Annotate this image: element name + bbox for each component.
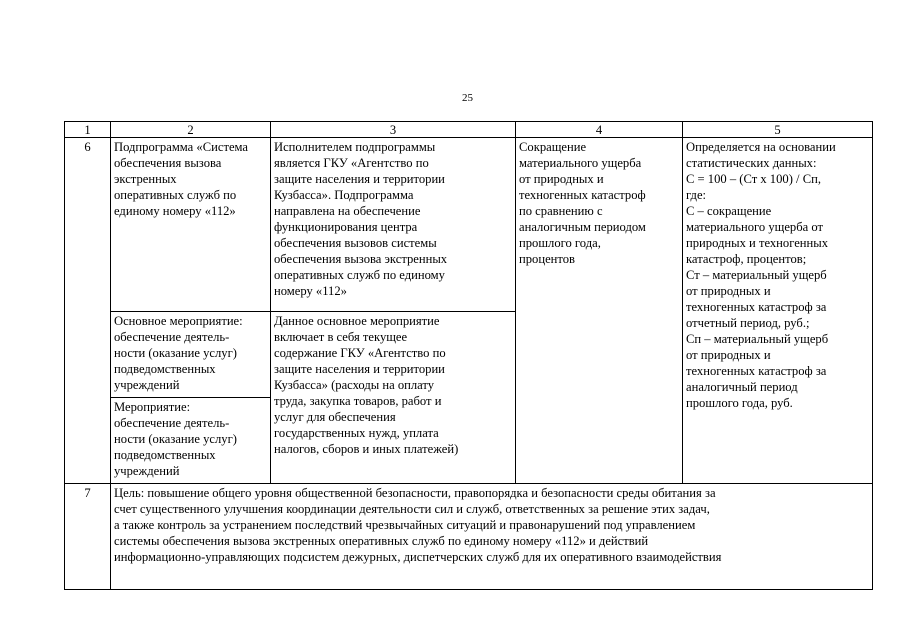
table-row [65,484,873,590]
header-cell: 5 [683,122,873,138]
method-cell: Определяется на основании статистических данных: С = 100 – (Ст х 100) / Сп, где: С – сокращение материального ущерба от природных и техногенных катастроф, процентов; Ст – материальный ущерб от природных и техногенных катастроф за отчетный период, руб.; Сп – материальный ущерб от природных и техногенных катастроф за аналогичный период прошлого года, руб. [683,138,873,484]
header-cell: 2 [111,122,271,138]
main-event-cell: Основное мероприятие: обеспечение деятель- ности (оказание услуг) подведомственных учреждений [111,312,271,398]
table-header-row [65,122,873,138]
indicator-cell: Сокращение материального ущерба от природных и техногенных катастроф по сравнению с аналогичным периодом прошлого года, процентов [516,138,683,484]
header-cell: 3 [271,122,516,138]
goal-cell: Цель: повышение общего уровня общественной безопасности, правопорядка и безопасности среды обитания за счет существенного улучшения координации деятельности сил и служб, ответственных за решение этих задач, а также контроль за устранением последствий чрезвычайных ситуаций и правонарушений под управлением системы обеспечения вызова экстренных оперативных служб по единому номеру «112» и действий информационно-управляющих подсистем дежурных, диспетчерских служб для их оперативного взаимодействия [111,484,873,590]
page-number: 25 [462,92,473,104]
subprogram-cell: Подпрограмма «Система обеспечения вызова экстренных оперативных служб по единому номеру «112» [111,138,271,312]
executor-cell: Исполнителем подпрограммы является ГКУ «Агентство по защите населения и территории Кузбасса». Подпрограмма направлена на обеспечение функционирования центра обеспечения вызовов системы обеспечения вызова экстренных оперативных служб по единому номеру «112» [271,138,516,312]
main-event-desc-cell: Данное основное мероприятие включает в себя текущее содержание ГКУ «Агентство по защите населения и территории Кузбасса» (расходы на оплату труда, закупка товаров, работ и услуг для обеспечения государственных нужд, уплата налогов, сборов и иных платежей) [271,312,516,484]
header-cell: 1 [65,122,111,138]
row-number: 7 [65,484,111,590]
row-number: 6 [65,138,111,484]
table-row [65,138,873,312]
event-cell: Мероприятие: обеспечение деятель- ности (оказание услуг) подведомственных учреждений [111,398,271,484]
program-table [64,121,873,590]
header-cell: 4 [516,122,683,138]
